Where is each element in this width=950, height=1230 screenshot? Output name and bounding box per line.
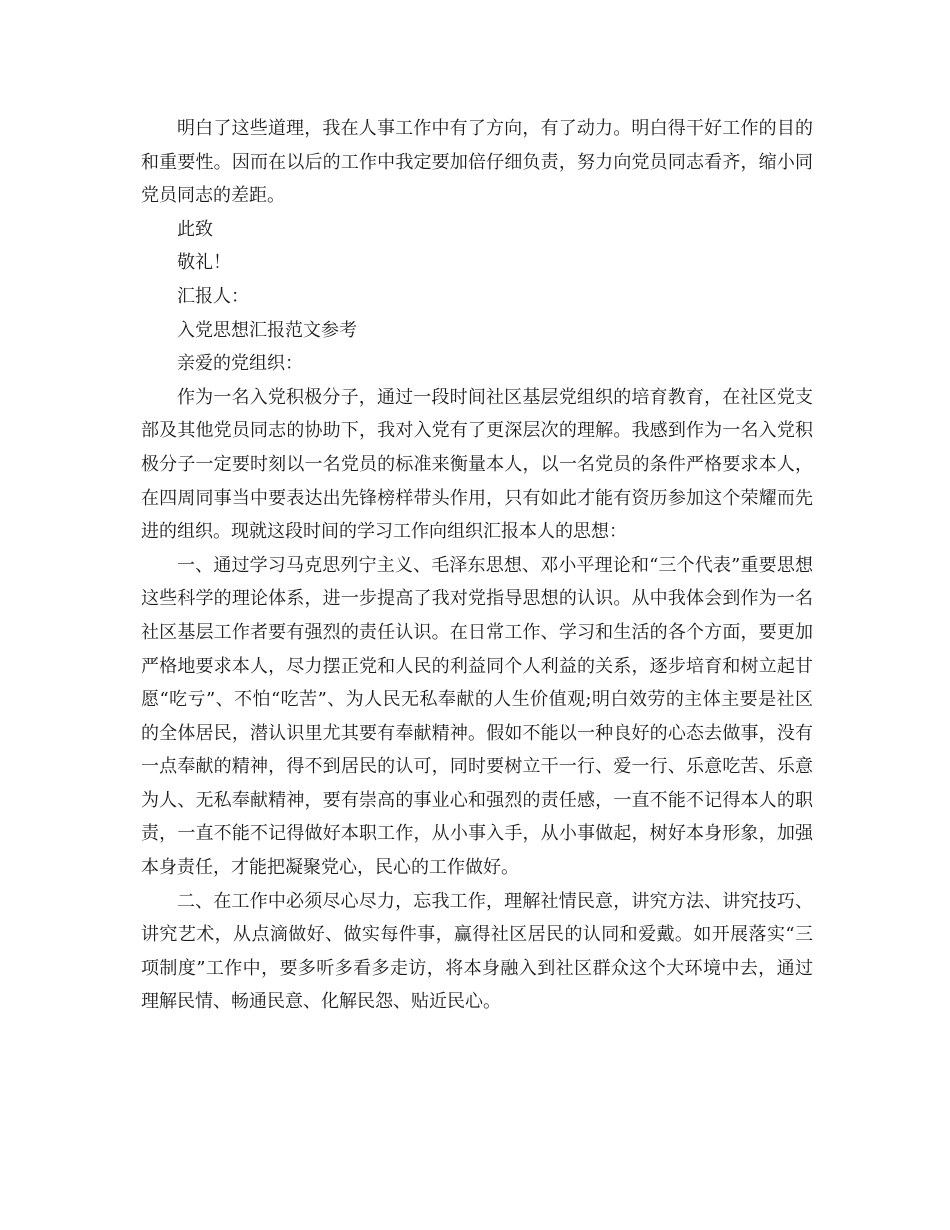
greeting: 亲爱的党组织： — [177, 353, 303, 375]
reporter-label: 汇报人： — [177, 285, 249, 307]
paragraph-point-two: 二、在工作中必须尽心尽力，忘我工作，理解社情民意，讲究方法、讲究技巧、讲究艺术，从点滴做好、做实每件事，赢得社区居民的认同和爱戴。如开展落实“三项制度”工作中，要多听多看多走访，将本身融入到社区群众这个大环境中去，通过理解民情、畅通民意、化解民怨、贴近民心。 — [141, 890, 813, 1013]
salutation-cizhi: 此致 — [177, 218, 213, 240]
section-title: 入党思想汇报范文参考 — [177, 319, 357, 341]
paragraph-conclusion: 明白了这些道理，我在人事工作中有了方向，有了动力。明白得干好工作的目的和重要性。因而在以后的工作中我定要加倍仔细负责，努力向党员同志看齐，缩小同党员同志的差距。 — [141, 118, 813, 207]
document-body — [141, 112, 813, 1019]
paragraph-intro: 作为一名入党积极分子，通过一段时间社区基层党组织的培育教育，在社区党支部及其他党员同志的协助下，我对入党有了更深层次的理解。我感到作为一名入党积极分子一定要时刻以一名党员的标准来衡量本人，以一名党员的条件严格要求本人，在四周同事当中要表达出先锋榜样带头作用，只有如此才能有资历参加这个荣耀而先进的组织。现就这段时间的学习工作向组织汇报本人的思想： — [141, 386, 813, 543]
salutation-jingli: 敬礼！ — [177, 252, 231, 274]
paragraph-point-one: 一、通过学习马克思列宁主义、毛泽东思想、邓小平理论和“三个代表”重要思想这些科学的理论体系，进一步提高了我对党指导思想的认识。从中我体会到作为一名社区基层工作者要有强烈的责任认识。在日常工作、学习和生活的各个方面，要更加严格地要求本人，尽力摆正党和人民的利益同个人利益的关系，逐步培育和树立起甘愿“吃亏”、不怕“吃苦”、为人民无私奉献的人生价值观;明白效劳的主体主要是社区的全体居民，潜认识里尤其要有奉献精神。假如不能以一种良好的心态去做事，没有一点奉献的精神，得不到居民的认可，同时要树立干一行、爱一行、乐意吃苦、乐意为人、无私奉献精神，要有崇高的事业心和强烈的责任感，一直不能不记得本人的职责，一直不能不记得做好本职工作，从小事入手，从小事做起，树好本身形象，加强本身责任，才能把凝聚党心，民心的工作做好。 — [141, 554, 813, 879]
